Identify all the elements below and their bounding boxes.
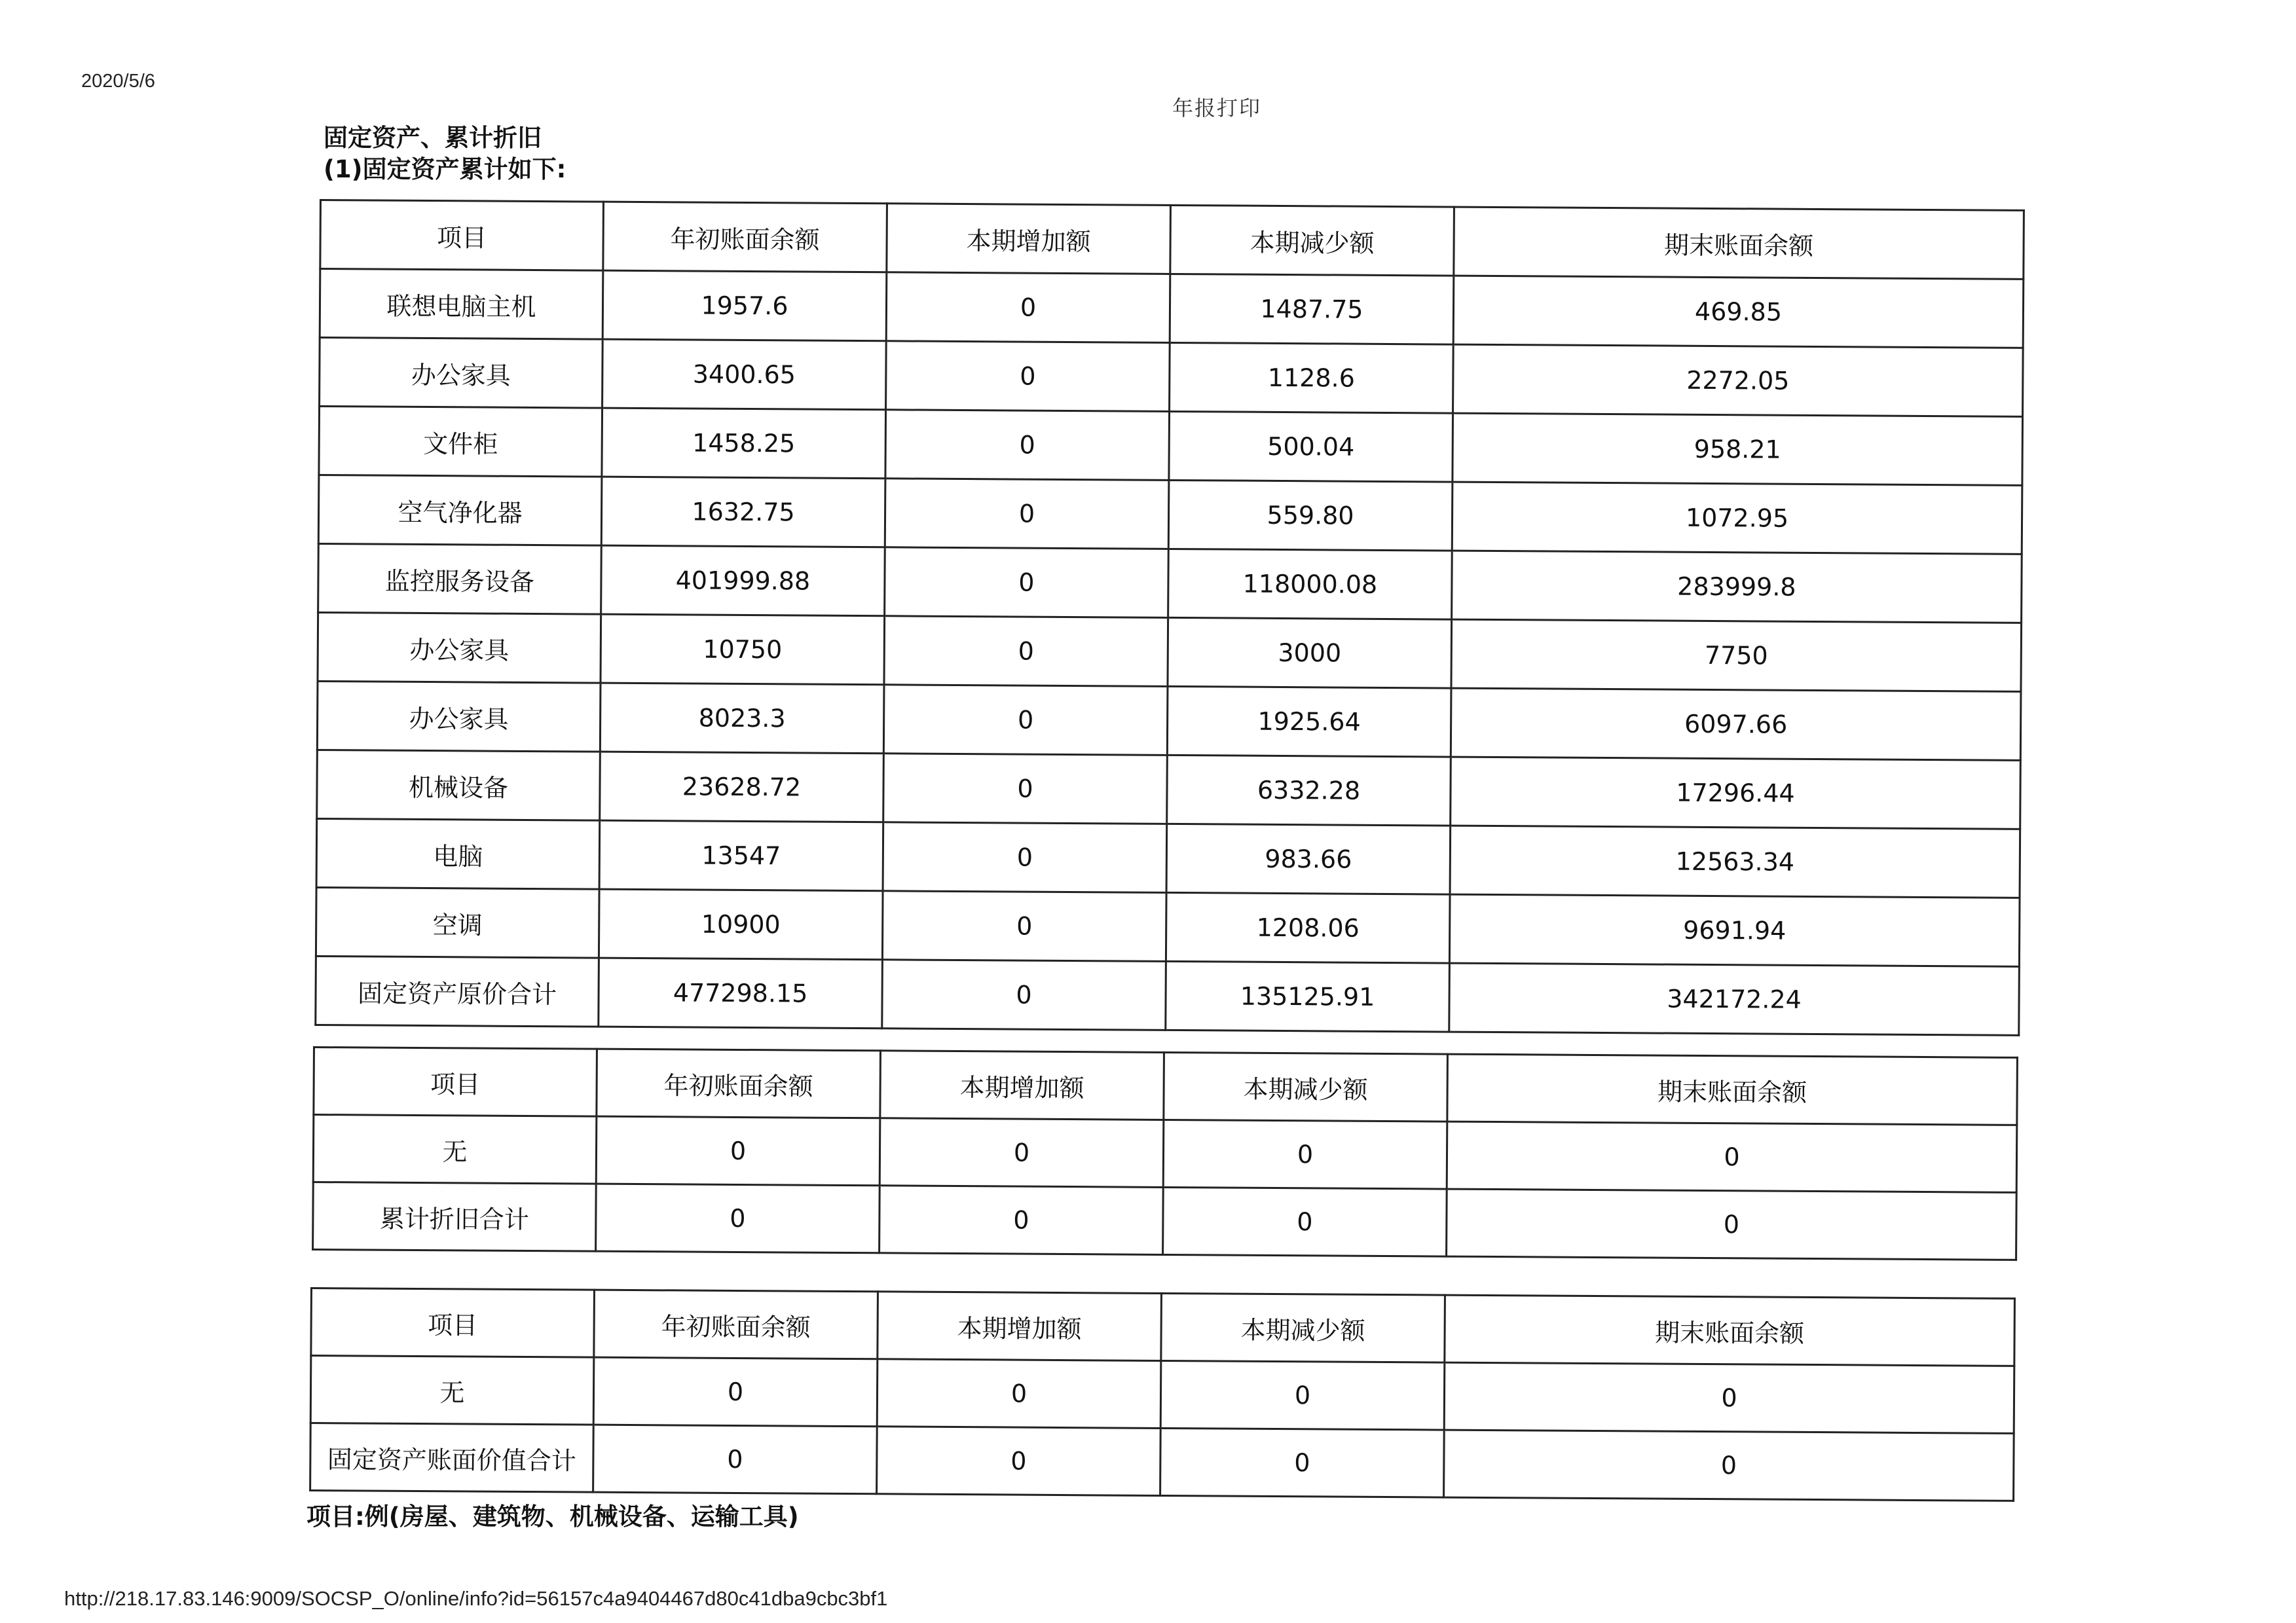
column-header: 本期减少额 [1164, 1052, 1448, 1122]
row-label-cell: 无 [310, 1356, 594, 1425]
column-header: 本期减少额 [1170, 205, 1454, 276]
value-cell: 0 [593, 1425, 878, 1494]
value-cell: 1632.75 [601, 477, 885, 547]
column-header: 项目 [311, 1288, 595, 1358]
value-cell: 1128.6 [1170, 342, 1454, 413]
table-row [317, 681, 2021, 760]
column-header: 本期增加额 [887, 204, 1171, 274]
value-cell: 469.85 [1453, 276, 2024, 348]
value-cell: 17296.44 [1451, 757, 2021, 829]
value-cell: 342172.24 [1449, 963, 2020, 1035]
value-cell: 23628.72 [600, 752, 884, 822]
value-cell: 0 [1163, 1120, 1447, 1189]
value-cell: 9691.94 [1449, 894, 2020, 966]
row-label-cell: 电脑 [316, 818, 600, 889]
value-cell: 0 [880, 1186, 1164, 1255]
column-header: 本期减少额 [1161, 1293, 1445, 1362]
value-cell: 0 [593, 1357, 878, 1427]
value-cell: 1957.6 [602, 270, 887, 341]
value-cell: 958.21 [1453, 413, 2023, 485]
value-cell: 559.80 [1168, 480, 1453, 551]
row-label-cell: 联想电脑主机 [320, 269, 603, 340]
row-label-cell: 固定资产账面价值合计 [310, 1423, 594, 1493]
value-cell: 0 [596, 1184, 880, 1253]
column-header: 年初账面余额 [594, 1290, 878, 1359]
value-cell: 0 [886, 272, 1170, 343]
value-cell: 0 [596, 1116, 880, 1186]
row-label-cell: 无 [313, 1115, 597, 1184]
column-header: 项目 [320, 200, 604, 271]
column-header: 期末账面余额 [1445, 1295, 2015, 1366]
table-row [319, 407, 2023, 486]
value-cell: 0 [883, 822, 1167, 893]
section-subtitle: (1)固定资产累计如下: [324, 155, 566, 183]
value-cell: 0 [885, 479, 1169, 549]
table-row [313, 1182, 2017, 1260]
table-row [317, 750, 2021, 829]
row-label-cell: 累计折旧合计 [313, 1182, 597, 1252]
column-header: 期末账面余额 [1447, 1054, 2018, 1125]
item-footnote: 项目:例(房屋、建筑物、机械设备、运输工具) [306, 1503, 799, 1531]
value-cell: 3000 [1168, 617, 1452, 688]
value-cell: 1925.64 [1167, 686, 1451, 757]
value-cell: 1208.06 [1166, 892, 1450, 963]
table-row [316, 887, 2020, 966]
print-header: 年报打印 [1172, 96, 1262, 120]
value-cell: 0 [885, 410, 1170, 481]
column-header: 本期增加额 [880, 1051, 1164, 1120]
value-cell: 12563.34 [1450, 826, 2020, 898]
column-header: 年初账面余额 [597, 1049, 881, 1118]
table-row [318, 475, 2022, 555]
section-title: 固定资产、累计折旧 [324, 124, 542, 152]
table-header-row [320, 200, 2024, 280]
value-cell: 6332.28 [1167, 755, 1451, 826]
value-cell: 0 [877, 1427, 1161, 1496]
value-cell: 401999.88 [601, 545, 885, 616]
book-value-table [309, 1287, 2016, 1502]
value-cell: 13547 [599, 820, 883, 891]
table-row [313, 1115, 2017, 1193]
value-cell: 1487.75 [1170, 274, 1454, 344]
value-cell: 283999.8 [1452, 551, 2022, 623]
value-cell: 0 [1444, 1430, 2014, 1501]
value-cell: 500.04 [1169, 411, 1453, 482]
value-cell: 0 [883, 754, 1168, 824]
value-cell: 8023.3 [600, 683, 884, 754]
table-header-row [314, 1048, 2018, 1125]
table-header-row [311, 1288, 2015, 1366]
column-header: 期末账面余额 [1454, 207, 2024, 279]
value-cell: 477298.15 [599, 958, 883, 1029]
column-header: 年初账面余额 [603, 202, 887, 272]
table-row [318, 543, 2022, 623]
column-header: 项目 [314, 1048, 597, 1117]
value-cell: 118000.08 [1168, 549, 1453, 619]
row-label-cell: 固定资产原价合计 [316, 956, 599, 1027]
value-cell: 0 [885, 547, 1169, 618]
column-header: 本期增加额 [878, 1292, 1162, 1361]
value-cell: 0 [1160, 1428, 1445, 1497]
value-cell: 1072.95 [1452, 482, 2022, 554]
table-row [310, 1356, 2014, 1434]
table-row [320, 269, 2024, 348]
value-cell: 0 [882, 960, 1166, 1030]
row-label-cell: 监控服务设备 [318, 543, 602, 614]
value-cell: 2272.05 [1453, 344, 2024, 416]
row-label-cell: 办公家具 [318, 612, 601, 683]
value-cell: 10750 [601, 614, 885, 685]
table-row [320, 338, 2024, 417]
value-cell: 0 [884, 616, 1168, 687]
value-cell: 0 [1444, 1362, 2014, 1433]
accumulated-depreciation-table [312, 1046, 2018, 1261]
row-label-cell: 空气净化器 [318, 475, 602, 546]
value-cell: 0 [1163, 1187, 1447, 1256]
value-cell: 0 [1160, 1360, 1445, 1430]
print-date: 2020/5/6 [81, 71, 155, 92]
table-row [310, 1423, 2014, 1501]
table-row [318, 612, 2022, 691]
row-label-cell: 机械设备 [317, 750, 601, 820]
value-cell: 0 [886, 341, 1170, 412]
value-cell: 10900 [599, 889, 883, 960]
value-cell: 983.66 [1166, 824, 1451, 894]
value-cell: 1458.25 [602, 408, 886, 479]
value-cell: 0 [1447, 1189, 2017, 1260]
value-cell: 0 [877, 1359, 1161, 1429]
table-row [316, 818, 2020, 898]
value-cell: 0 [1447, 1122, 2017, 1192]
value-cell: 3400.65 [602, 339, 887, 410]
row-label-cell: 空调 [316, 887, 599, 958]
value-cell: 6097.66 [1451, 688, 2021, 760]
fixed-assets-table [314, 199, 2025, 1036]
value-cell: 0 [883, 685, 1168, 756]
value-cell: 0 [880, 1118, 1164, 1188]
row-label-cell: 文件柜 [319, 407, 602, 477]
table-row [316, 956, 2020, 1035]
value-cell: 7750 [1451, 619, 2022, 691]
value-cell: 135125.91 [1166, 961, 1450, 1032]
value-cell: 0 [882, 891, 1166, 962]
row-label-cell: 办公家具 [320, 338, 603, 409]
page-url: http://218.17.83.146:9009/SOCSP_O/online/info?id=56157c4a9404467d80c41dba9cbc3bf1 [64, 1587, 888, 1610]
row-label-cell: 办公家具 [317, 681, 601, 752]
